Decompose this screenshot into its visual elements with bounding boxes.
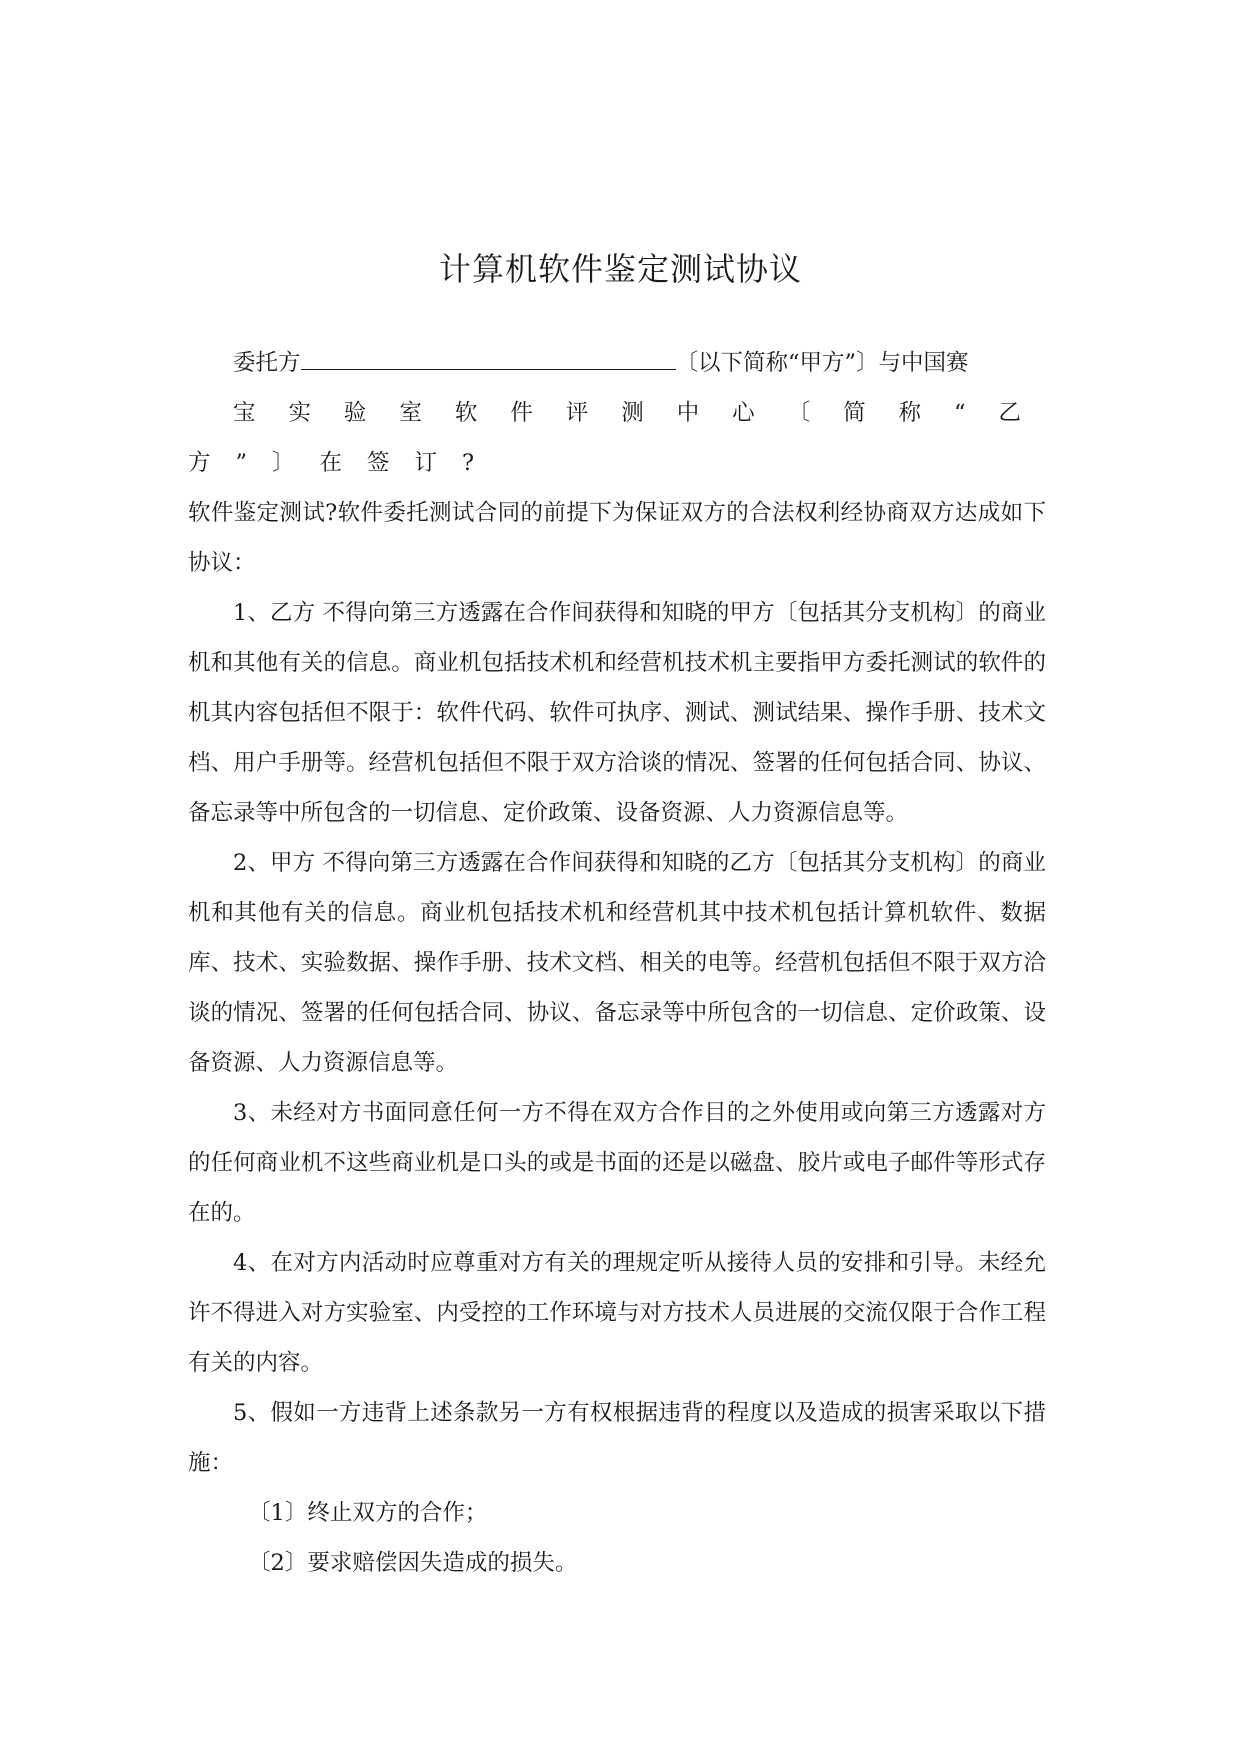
document-body	[188, 338, 1046, 1588]
intro-paragraph	[188, 338, 1046, 388]
clause-4: 4、在对方内活动时应尊重对方有关的理规定听从接待人员的安排和引导。未经允许不得进入对方实验室、内受控的工作环境与对方技术人员进展的交流仅限于合作工程有关的内容。	[188, 1250, 1046, 1376]
measure-1: 〔1〕终止双方的合作；	[248, 1500, 488, 1526]
document-title: 计算机软件鉴定测试协议	[438, 250, 802, 288]
clause-5: 5、假如一方违背上述条款另一方有权根据违背的程度以及造成的损害采取以下措施：	[188, 1400, 1046, 1476]
clause-3: 3、未经对方书面同意任何一方不得在双方合作目的之外使用或向第三方透露对方的任何商业机不这些商业机是口头的或是书面的还是以磁盘、胶片或电子邮件等形式存在的。	[188, 1100, 1046, 1226]
clause-1: 1、乙方 不得向第三方透露在合作间获得和知晓的甲方〔包括其分支机构〕的商业机和其他有关的信息。商业机包括技术机和经营机技术机主要指甲方委托测试的软件的机其内容包括但不限于：软件代码、软件可执序、测试、测试结果、操作手册、技术文档、用户手册等。经营机包括但不限于双方洽谈的情况、签署的任何包括合同、协议、备忘录等中所包含的一切信息、定价政策、设备资源、人力资源信息等。	[188, 600, 1046, 826]
intro-line2: 宝实验室软件评测中心〔简称“乙方”〕在签订?	[188, 400, 1046, 476]
intro-suffix: 〔以下简称“甲方”〕与中国赛	[675, 350, 969, 376]
clause-2: 2、甲方 不得向第三方透露在合作间获得和知晓的乙方〔包括其分支机构〕的商业机和其他有关的信息。商业机包括技术机和经营机其中技术机包括计算机软件、数据库、技术、实验数据、操作手册、技术文档、相关的电等。经营机包括但不限于双方洽谈的情况、签署的任何包括合同、协议、备忘录等中所包含的一切信息、定价政策、设备资源、人力资源信息等。	[188, 850, 1046, 1076]
measure-2: 〔2〕要求赔偿因失造成的损失。	[248, 1550, 578, 1576]
intro-prefix: 委托方	[233, 350, 301, 376]
intro-line3: 软件鉴定测试?软件委托测试合同的前提下为保证双方的合法权利经协商双方达成如下协议：	[188, 500, 1046, 576]
client-name-blank[interactable]	[301, 347, 676, 370]
